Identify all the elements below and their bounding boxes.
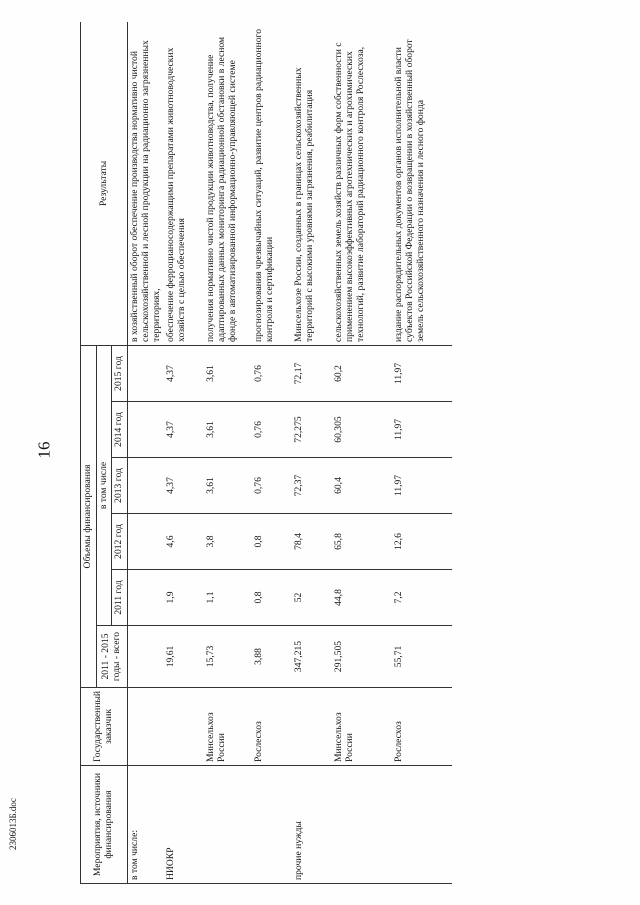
customer-cell: Минсельхоз России [204,688,252,766]
result-cell: обеспечение ферроцианосодержащими препаратами животноводческих хозяйств с целью обеспечения [164,22,204,345]
y2014-cell: 4,37 [164,402,204,458]
total-cell: 55,71 [392,626,452,688]
customer-cell [128,688,165,766]
result-cell: сельскохозяйственных земель хозяйств различных форм собственности с применением высокоэффективных агротехнических и агрохимических технологий, развитие лабораторий радиационного контроля Рослесхоза, [332,22,392,345]
y2013-cell: 4,37 [164,458,204,514]
header-2014: 2014 год [112,402,128,458]
y2014-cell: 60,305 [332,402,392,458]
measure-cell [392,766,452,884]
result-cell: в хозяйственный оборот обеспечение производства нормативно чистой сельскохозяйственной и лесной продукции на радиационно загрязненных территориях, [128,22,165,345]
header-2012: 2012 год [112,514,128,570]
table-sheet [80,22,620,884]
y2013-cell: 60,4 [332,458,392,514]
measure-cell [204,766,252,884]
table-row [164,22,204,884]
table-row [292,22,332,884]
measure-cell: прочие нужды [292,766,332,884]
header-2015: 2015 год [112,345,128,401]
footer-filename: 2306013Б.doc [8,798,18,850]
y2011-cell: 1,9 [164,570,204,626]
y2012-cell [128,514,165,570]
y2012-cell: 0,8 [252,514,292,570]
financing-table [80,22,452,884]
customer-cell [292,688,332,766]
y2011-cell [128,570,165,626]
header-customer: Государственный заказчик [81,688,128,766]
y2015-cell: 60,2 [332,345,392,401]
customer-cell [164,688,204,766]
header-results: Результаты [81,22,128,345]
header-2013: 2013 год [112,458,128,514]
y2015-cell [128,345,165,401]
y2014-cell [128,402,165,458]
measure-cell: НИОКР [164,766,204,884]
y2011-cell: 1,1 [204,570,252,626]
y2015-cell: 72,17 [292,345,332,401]
y2015-cell: 11,97 [392,345,452,401]
result-cell: издание распорядительных документов органов исполнительной власти субъектов Российской Федерации о возвращении в хозяйственный оборот земель сельскохозяйственного назначения и лесного фонда [392,22,452,345]
header-measures: Мероприятия, источники финансирования [81,766,128,884]
measure-cell [252,766,292,884]
table-row [204,22,252,884]
table-row [252,22,292,884]
result-cell: Минсельхозе России, созданных в границах сельскохозяйственных территорий с высокими уровнями загрязнения, реабилитация [292,22,332,345]
total-cell: 347,215 [292,626,332,688]
y2011-cell: 7,2 [392,570,452,626]
y2013-cell: 3,61 [204,458,252,514]
y2013-cell: 11,97 [392,458,452,514]
customer-cell: Рослесхоз [392,688,452,766]
y2014-cell: 11,97 [392,402,452,458]
total-cell: 3,88 [252,626,292,688]
y2015-cell: 3,61 [204,345,252,401]
rotated-table-area [80,22,620,884]
total-cell: 291,505 [332,626,392,688]
y2015-cell: 4,37 [164,345,204,401]
header-period: 2011 - 2015 годы - всего [96,626,127,688]
y2012-cell: 12,6 [392,514,452,570]
customer-cell: Минсельхоз России [332,688,392,766]
y2011-cell: 44,8 [332,570,392,626]
y2013-cell: 0,76 [252,458,292,514]
y2015-cell: 0,76 [252,345,292,401]
total-cell: 15,73 [204,626,252,688]
y2012-cell: 3,8 [204,514,252,570]
y2012-cell: 65,8 [332,514,392,570]
result-cell: прогнозирования чрезвычайных ситуаций, развитие центров радиационного контроля и сертификации [252,22,292,345]
y2012-cell: 78,4 [292,514,332,570]
result-cell: получения нормативно чистой продукции животноводства, получение адаптированных данных мониторинга радиационной обстановки в лесном фонде в автоматизированной информационно-управляющей системе [204,22,252,345]
header-volumes: Объемы финансирования [81,345,97,687]
measure-cell [332,766,392,884]
table-row [128,22,165,884]
header-2011: 2011 год [112,570,128,626]
y2013-cell [128,458,165,514]
y2012-cell: 4,6 [164,514,204,570]
y2014-cell: 3,61 [204,402,252,458]
y2011-cell: 52 [292,570,332,626]
page-number: 16 [34,441,54,459]
y2011-cell: 0,8 [252,570,292,626]
measure-cell: в том числе: [128,766,165,884]
y2014-cell: 0,76 [252,402,292,458]
y2013-cell: 72,37 [292,458,332,514]
customer-cell: Рослесхоз [252,688,292,766]
table-row [332,22,392,884]
total-cell [128,626,165,688]
table-row [392,22,452,884]
total-cell: 19,61 [164,626,204,688]
y2014-cell: 72,275 [292,402,332,458]
header-including: в том числе [96,345,112,625]
